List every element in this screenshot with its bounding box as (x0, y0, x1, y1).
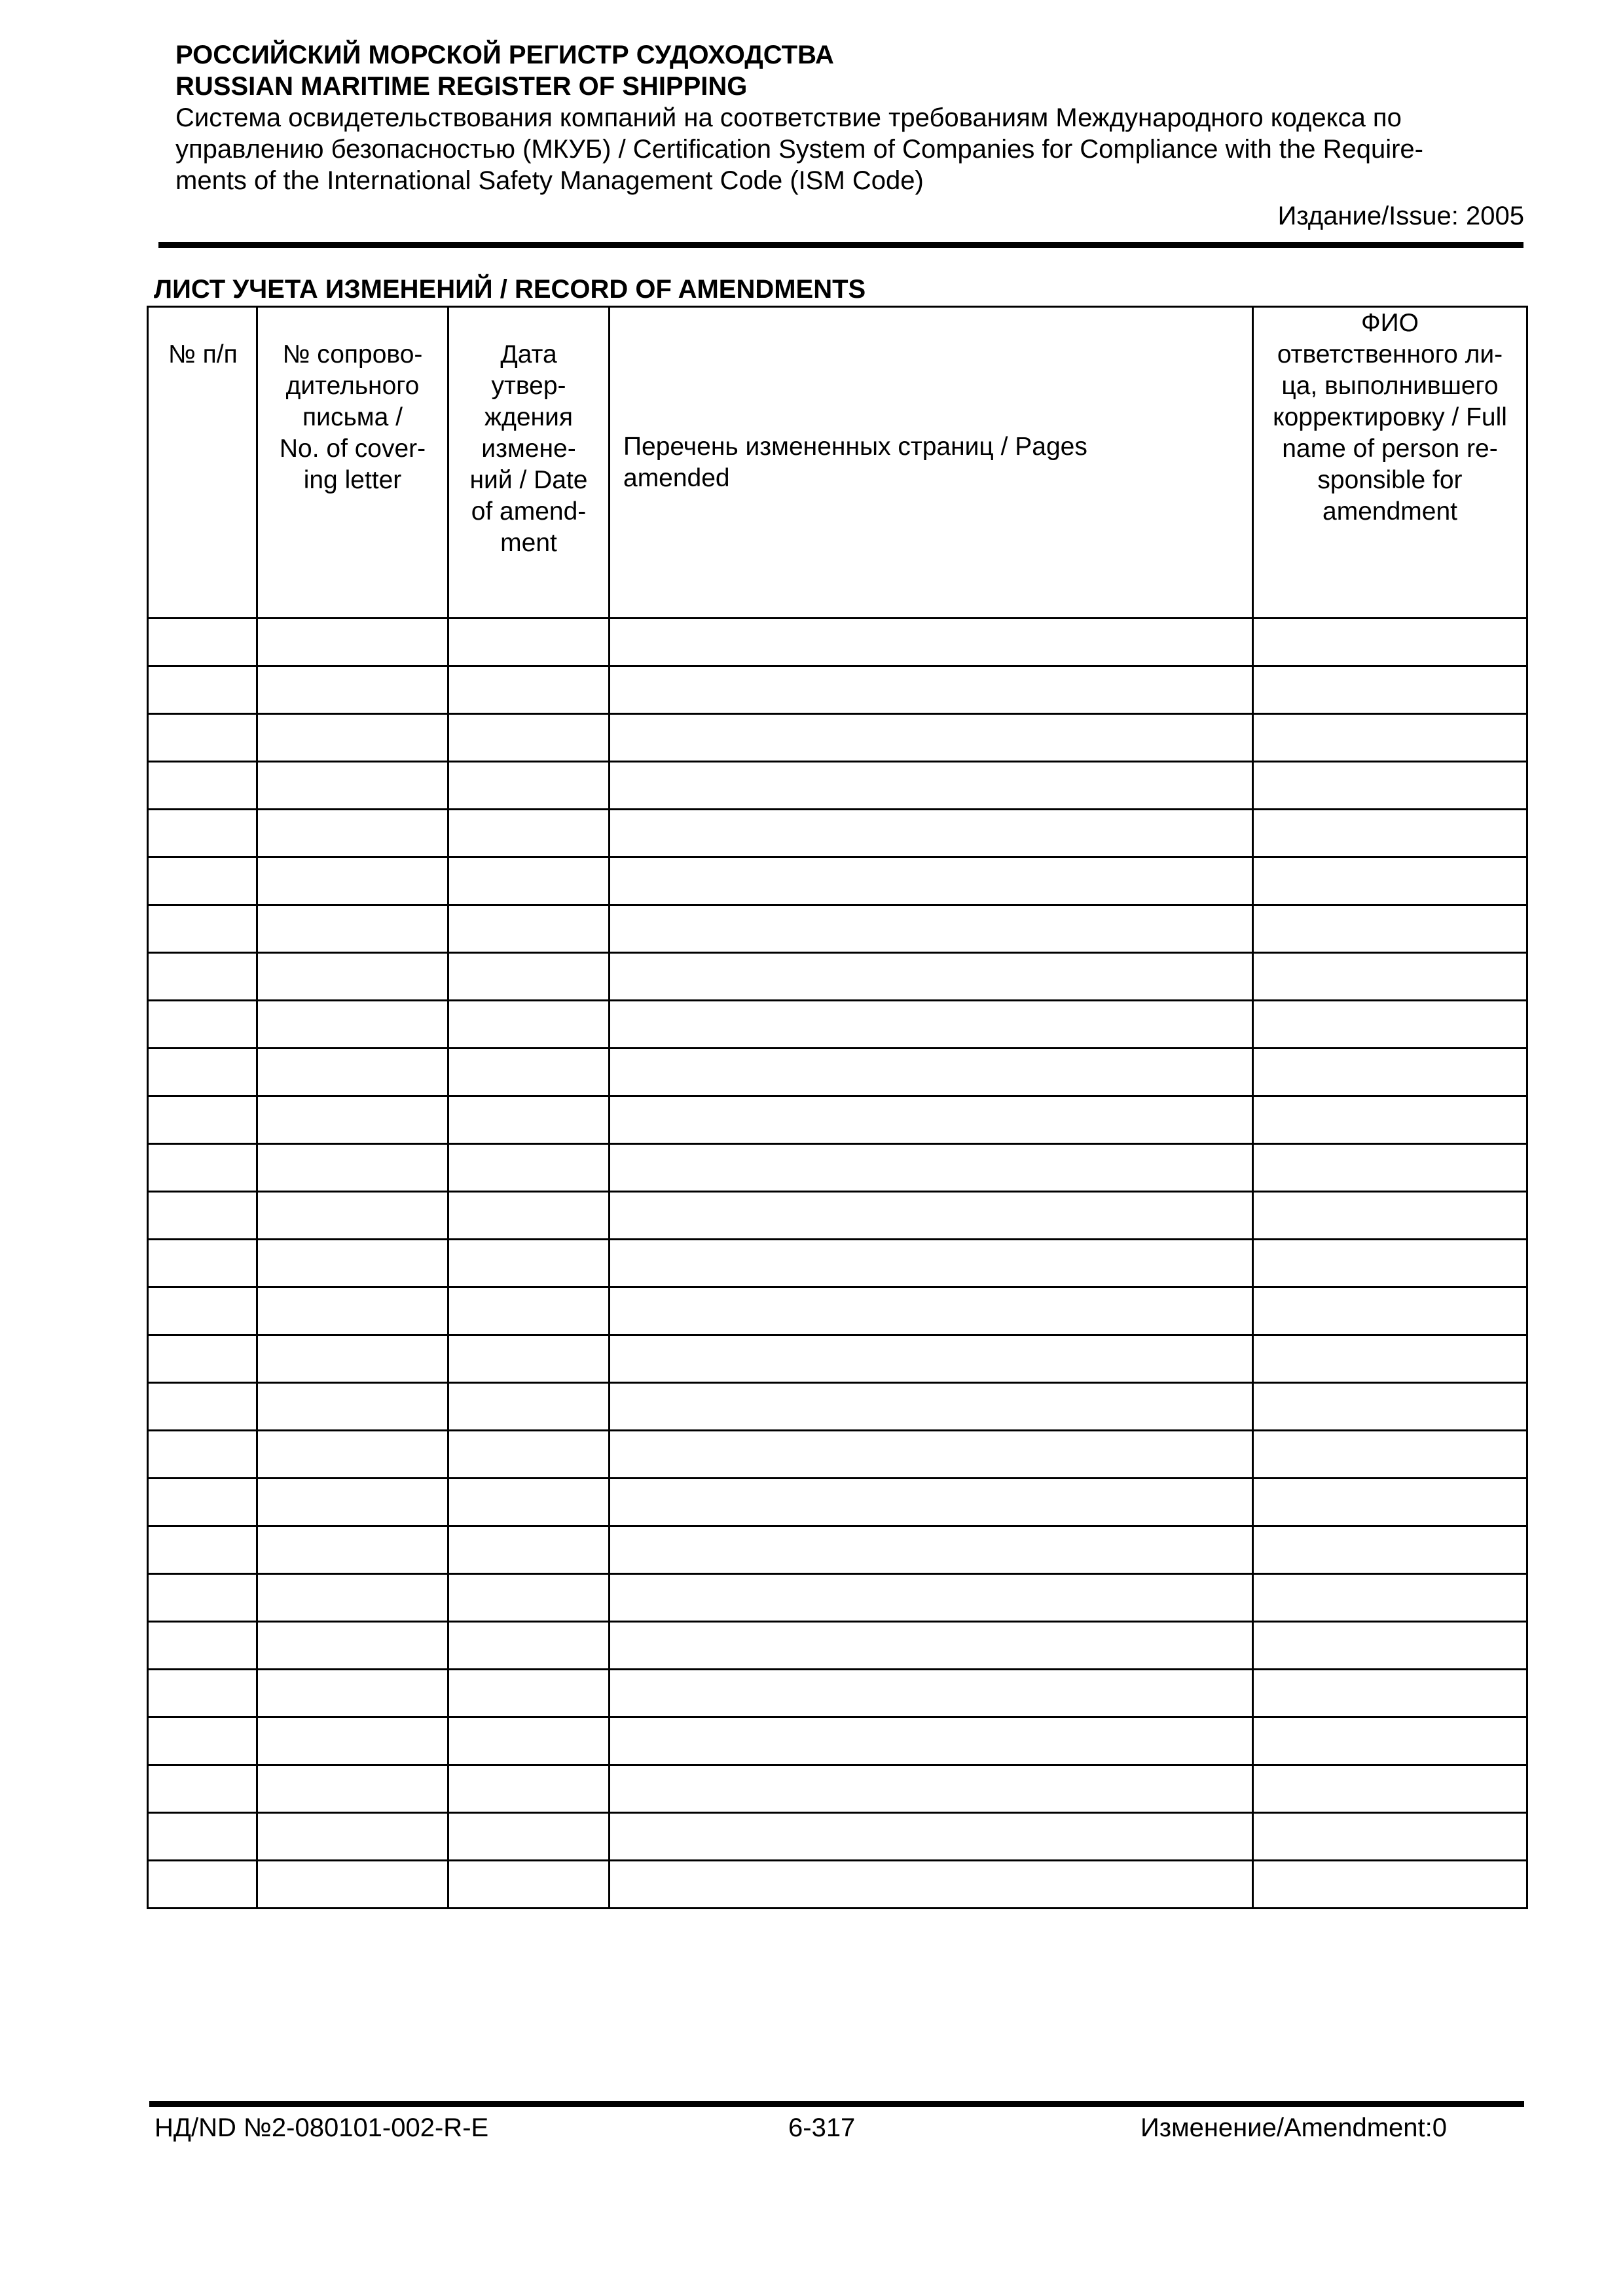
table-row (148, 1383, 1527, 1431)
header-responsible-line: корректировку / Full (1273, 403, 1507, 431)
cell-date (448, 1001, 610, 1049)
amendments-table-body (148, 619, 1527, 1909)
cell-number (148, 1765, 257, 1813)
organization-name-en: RUSSIAN MARITIME REGISTER OF SHIPPING (175, 72, 748, 101)
cell-number (148, 1001, 257, 1049)
cell-cover-letter (257, 1813, 448, 1861)
cell-date (448, 810, 610, 857)
cell-pages-amended (610, 1335, 1253, 1383)
cell-number (148, 1240, 257, 1287)
table-row (148, 1622, 1527, 1670)
document-number: НД/ND №2-080101-002-R-E (155, 2113, 489, 2142)
header-divider (158, 242, 1523, 248)
cell-cover-letter (257, 1192, 448, 1240)
cell-cover-letter (257, 666, 448, 714)
header-cover-letter (257, 307, 448, 619)
cell-pages-amended (610, 1765, 1253, 1813)
cell-date (448, 1670, 610, 1717)
cell-date (448, 1144, 610, 1192)
cell-responsible-person (1253, 953, 1527, 1001)
cell-responsible-person (1253, 1574, 1527, 1622)
cell-responsible-person (1253, 1144, 1527, 1192)
table-row (148, 810, 1527, 857)
cell-responsible-person (1253, 1287, 1527, 1335)
cell-date (448, 1383, 610, 1431)
cell-number (148, 714, 257, 762)
cell-responsible-person (1253, 1383, 1527, 1431)
cell-number (148, 1431, 257, 1479)
system-description-line-2: управлению безопасностью (МКУБ) / Certification System of Companies for Compliance with the Require- (175, 135, 1423, 164)
cell-number (148, 1526, 257, 1574)
cell-pages-amended (610, 1526, 1253, 1574)
header-pages-line: Перечень измененных страниц / Pages (623, 432, 1087, 461)
cell-number (148, 1096, 257, 1144)
cell-responsible-person (1253, 1479, 1527, 1526)
header-number-label: № п/п (168, 340, 238, 368)
cell-date (448, 1765, 610, 1813)
cell-date (448, 1526, 610, 1574)
cell-cover-letter (257, 857, 448, 905)
table-row (148, 1813, 1527, 1861)
cell-number (148, 1144, 257, 1192)
page-title: ЛИСТ УЧЕТА ИЗМЕНЕНИЙ / RECORD OF AMENDMENTS (154, 275, 866, 304)
cell-cover-letter (257, 1526, 448, 1574)
cell-pages-amended (610, 905, 1253, 953)
cell-pages-amended (610, 1861, 1253, 1909)
cell-cover-letter (257, 905, 448, 953)
organization-name-ru: РОССИЙСКИЙ МОРСКОЙ РЕГИСТР СУДОХОДСТВА (175, 41, 834, 69)
cell-date (448, 1096, 610, 1144)
system-description-line-3: ments of the International Safety Management Code (ISM Code) (175, 166, 924, 195)
cell-cover-letter (257, 1240, 448, 1287)
cell-number (148, 762, 257, 810)
document-header (175, 39, 1524, 232)
cell-number (148, 1670, 257, 1717)
cell-pages-amended (610, 857, 1253, 905)
cell-date (448, 1192, 610, 1240)
table-row (148, 1526, 1527, 1574)
cell-date (448, 762, 610, 810)
cell-number (148, 1287, 257, 1335)
cell-pages-amended (610, 1049, 1253, 1096)
table-row (148, 619, 1527, 666)
cell-pages-amended (610, 1479, 1253, 1526)
cell-pages-amended (610, 1192, 1253, 1240)
cell-date (448, 953, 610, 1001)
header-responsible-person (1253, 307, 1527, 619)
cell-number (148, 810, 257, 857)
cell-pages-amended (610, 762, 1253, 810)
table-header-row (148, 307, 1527, 619)
header-pages-line: amended (623, 463, 730, 492)
cell-responsible-person (1253, 810, 1527, 857)
cell-number (148, 1335, 257, 1383)
cell-cover-letter (257, 1622, 448, 1670)
cell-date (448, 1622, 610, 1670)
cell-number (148, 619, 257, 666)
header-pages-amended (610, 307, 1253, 619)
cell-number (148, 857, 257, 905)
table-row (148, 1765, 1527, 1813)
cell-number (148, 1813, 257, 1861)
header-responsible-line: sponsible for (1317, 466, 1463, 494)
cell-cover-letter (257, 619, 448, 666)
cell-responsible-person (1253, 1001, 1527, 1049)
table-row (148, 1335, 1527, 1383)
cell-responsible-person (1253, 619, 1527, 666)
cell-responsible-person (1253, 1622, 1527, 1670)
cell-number (148, 1717, 257, 1765)
cell-cover-letter (257, 762, 448, 810)
cell-cover-letter (257, 1574, 448, 1622)
cell-date (448, 1431, 610, 1479)
cell-date (448, 857, 610, 905)
header-date-line: ment (500, 529, 557, 557)
cell-date (448, 1335, 610, 1383)
cell-pages-amended (610, 1001, 1253, 1049)
table-row (148, 1479, 1527, 1526)
cell-responsible-person (1253, 1431, 1527, 1479)
cell-date (448, 1240, 610, 1287)
cell-number (148, 666, 257, 714)
header-date-line: Дата (500, 340, 557, 368)
cell-cover-letter (257, 1431, 448, 1479)
table-row (148, 762, 1527, 810)
cell-date (448, 714, 610, 762)
cell-responsible-person (1253, 1049, 1527, 1096)
cell-cover-letter (257, 810, 448, 857)
cell-pages-amended (610, 1717, 1253, 1765)
cell-number (148, 905, 257, 953)
cell-cover-letter (257, 1670, 448, 1717)
cell-pages-amended (610, 1144, 1253, 1192)
cell-date (448, 1049, 610, 1096)
table-row (148, 857, 1527, 905)
cell-date (448, 1287, 610, 1335)
cell-pages-amended (610, 619, 1253, 666)
cell-date (448, 1861, 610, 1909)
cell-pages-amended (610, 1287, 1253, 1335)
cell-cover-letter (257, 1765, 448, 1813)
cell-pages-amended (610, 810, 1253, 857)
cell-responsible-person (1253, 1526, 1527, 1574)
table-row (148, 1717, 1527, 1765)
table-row (148, 1240, 1527, 1287)
cell-cover-letter (257, 1287, 448, 1335)
cell-pages-amended (610, 1670, 1253, 1717)
cell-responsible-person (1253, 1765, 1527, 1813)
table-row (148, 1287, 1527, 1335)
header-responsible-line: amendment (1322, 497, 1457, 526)
cell-pages-amended (610, 714, 1253, 762)
cell-pages-amended (610, 1574, 1253, 1622)
cell-pages-amended (610, 1096, 1253, 1144)
cell-cover-letter (257, 1096, 448, 1144)
cell-date (448, 666, 610, 714)
header-cover-letter-line: ing letter (303, 466, 402, 494)
cell-date (448, 1479, 610, 1526)
header-responsible-line: name of person re- (1282, 435, 1498, 463)
amendment-number: Изменение/Amendment:0 (1140, 2113, 1447, 2142)
cell-number (148, 1479, 257, 1526)
header-cover-letter-line: письма / (302, 403, 403, 431)
table-row (148, 1861, 1527, 1909)
cell-number (148, 1574, 257, 1622)
cell-cover-letter (257, 1479, 448, 1526)
table-row (148, 905, 1527, 953)
cell-responsible-person (1253, 1096, 1527, 1144)
cell-date (448, 905, 610, 953)
header-date-line: ний / Date (469, 466, 588, 494)
table-row (148, 1144, 1527, 1192)
header-cover-letter-line: дительного (285, 372, 420, 400)
header-cover-letter-line: № сопрово- (282, 340, 423, 368)
cell-date (448, 1813, 610, 1861)
table-row (148, 1096, 1527, 1144)
cell-cover-letter (257, 953, 448, 1001)
document-footer (149, 2112, 1524, 2145)
header-responsible-line: ответственного ли- (1277, 340, 1503, 368)
cell-responsible-person (1253, 1335, 1527, 1383)
cell-responsible-person (1253, 1813, 1527, 1861)
cell-responsible-person (1253, 762, 1527, 810)
cell-pages-amended (610, 1813, 1253, 1861)
header-date-line: измене- (481, 435, 576, 463)
table-row (148, 1670, 1527, 1717)
cell-cover-letter (257, 1001, 448, 1049)
cell-date (448, 619, 610, 666)
header-date (448, 307, 610, 619)
cell-pages-amended (610, 953, 1253, 1001)
header-responsible-line: ца, выполнившего (1281, 372, 1499, 400)
cell-pages-amended (610, 1431, 1253, 1479)
cell-responsible-person (1253, 1240, 1527, 1287)
cell-responsible-person (1253, 1717, 1527, 1765)
system-description-line-1: Система освидетельствования компаний на соответствие требованиям Международного кодекса по (175, 103, 1402, 132)
cell-cover-letter (257, 1144, 448, 1192)
cell-responsible-person (1253, 714, 1527, 762)
cell-number (148, 1622, 257, 1670)
table-row (148, 1049, 1527, 1096)
table-row (148, 1192, 1527, 1240)
footer-divider (149, 2101, 1524, 2107)
table-row (148, 1431, 1527, 1479)
header-date-line: of amend- (471, 497, 587, 526)
cell-responsible-person (1253, 857, 1527, 905)
table-row (148, 1001, 1527, 1049)
cell-responsible-person (1253, 1861, 1527, 1909)
cell-pages-amended (610, 1622, 1253, 1670)
cell-number (148, 1049, 257, 1096)
page-number: 6-317 (788, 2113, 856, 2142)
cell-number (148, 1192, 257, 1240)
header-number (148, 307, 257, 619)
cell-cover-letter (257, 1383, 448, 1431)
cell-cover-letter (257, 1861, 448, 1909)
cell-cover-letter (257, 714, 448, 762)
cell-cover-letter (257, 1335, 448, 1383)
header-responsible-line: ФИО (1360, 309, 1419, 337)
issue-label: Издание/Issue: 2005 (1277, 202, 1524, 230)
header-cover-letter-line: No. of cover- (279, 435, 426, 463)
cell-responsible-person (1253, 1670, 1527, 1717)
table-row (148, 1574, 1527, 1622)
table-row (148, 714, 1527, 762)
cell-number (148, 1861, 257, 1909)
cell-date (448, 1717, 610, 1765)
cell-pages-amended (610, 666, 1253, 714)
cell-number (148, 1383, 257, 1431)
cell-cover-letter (257, 1049, 448, 1096)
cell-cover-letter (257, 1717, 448, 1765)
cell-responsible-person (1253, 666, 1527, 714)
cell-responsible-person (1253, 1192, 1527, 1240)
header-date-line: ждения (484, 403, 573, 431)
table-row (148, 666, 1527, 714)
header-date-line: утвер- (491, 372, 566, 400)
cell-responsible-person (1253, 905, 1527, 953)
cell-pages-amended (610, 1240, 1253, 1287)
cell-pages-amended (610, 1383, 1253, 1431)
amendments-table (147, 306, 1528, 1909)
cell-number (148, 953, 257, 1001)
table-row (148, 953, 1527, 1001)
cell-date (448, 1574, 610, 1622)
